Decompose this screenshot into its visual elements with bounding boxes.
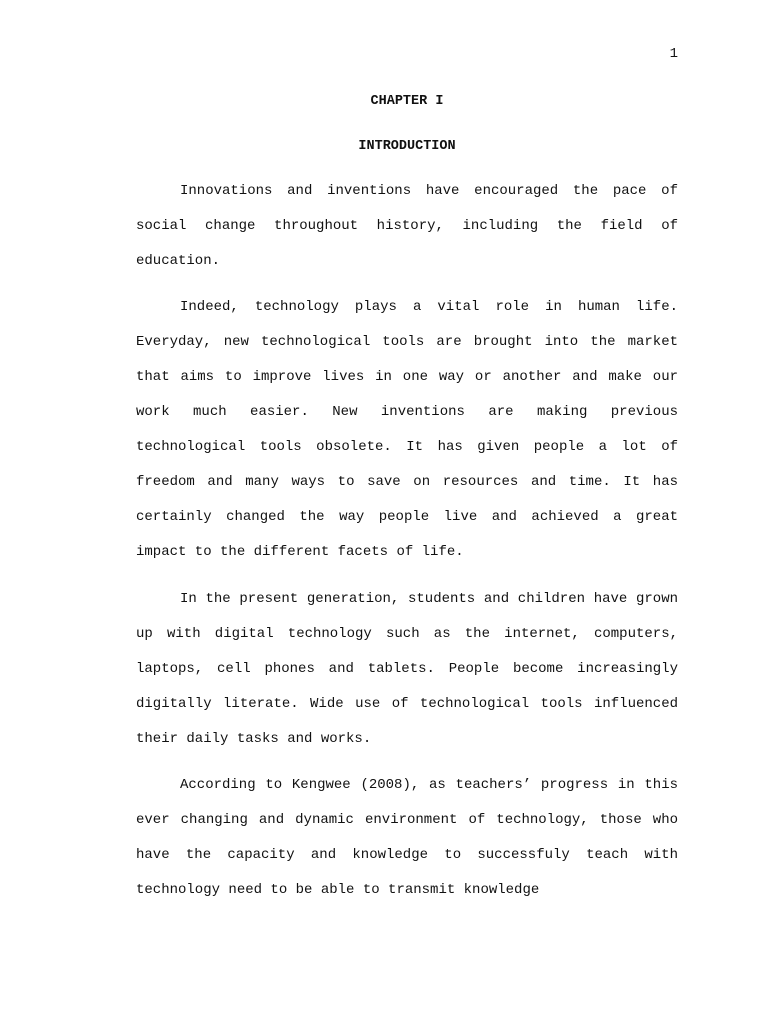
paragraph-kengwee-citation: According to Kengwee (2008), as teachers’ progress in this ever changing and dynamic environment of technology, those who have the capacity and knowledge to successfuly teach with technology need to be able to transmit knowledge bbox=[136, 777, 678, 898]
chapter-title: INTRODUCTION bbox=[358, 139, 456, 154]
chapter-label: CHAPTER I bbox=[370, 94, 444, 109]
page-number: 1 bbox=[669, 46, 678, 62]
paragraph-innovations: Innovations and inventions have encouraged the pace of social change throughout history, including the field of education. bbox=[136, 183, 678, 269]
paragraph-digital-generation: In the present generation, students and children have grown up with digital technology such as the internet, computers, laptops, cell phones and tablets. People become increasingly digitally literate. Wide use of technological tools influenced their daily tasks and works. bbox=[136, 591, 678, 747]
paragraph-technology-role: Indeed, technology plays a vital role in human life. Everyday, new technological tools are brought into the market that aims to improve lives in one way or another and make our work much easier. New inventions are making previous technological tools obsolete. It has given people a lot of freedom and many ways to save on resources and time. It has certainly changed the way people live and achieved a great impact to the different facets of life. bbox=[136, 299, 678, 560]
